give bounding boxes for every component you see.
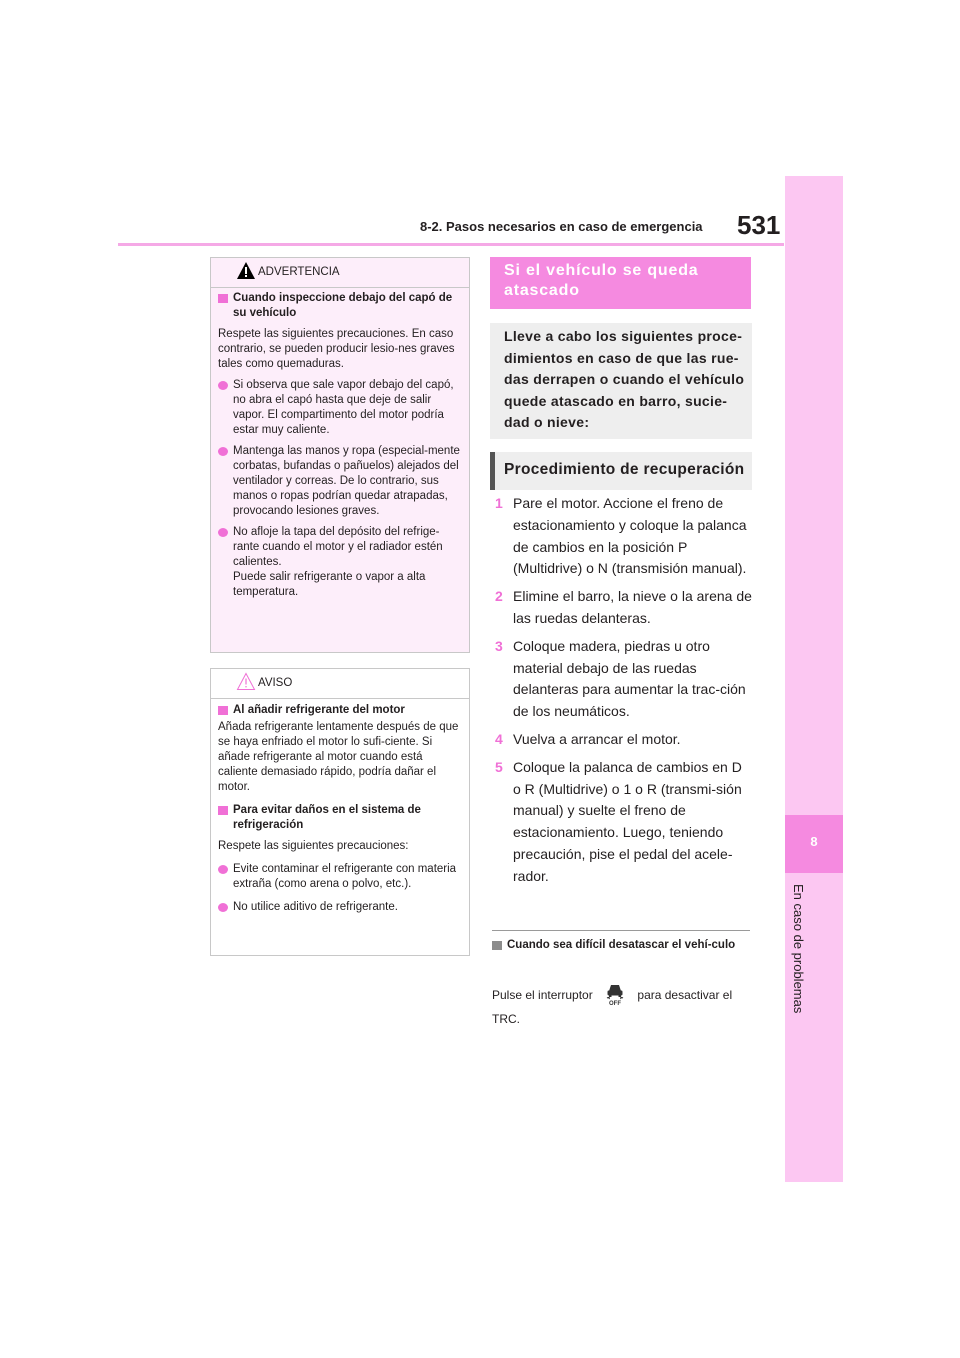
trc-off-label: OFF xyxy=(609,1001,622,1006)
round-bullet-icon xyxy=(218,447,228,456)
notice-label: AVISO xyxy=(258,677,293,689)
header-rule xyxy=(118,243,784,246)
notice-para-precautions: Respete las siguientes precauciones: xyxy=(218,840,409,852)
step-text: Pare el motor. Accione el freno de estacionamiento y coloque la palanca de cambios en la posición P (Multidrive) o N (transmisión manual). xyxy=(513,495,747,577)
warning-label: ADVERTENCIA xyxy=(258,266,340,278)
caution-triangle-icon xyxy=(236,672,256,691)
step-number: 4 xyxy=(495,730,503,747)
chapter-number: 8 xyxy=(810,834,818,849)
notice-bullet: Evite contaminar el refrigerante con materia extraña (como arena o polvo, etc.). xyxy=(218,862,463,892)
step-text: Coloque la palanca de cambios en D o R (Multidrive) o 1 o R (transmi-sión manual) y suelte el freno de estacionamiento. Luego, teniendo precaución, pise el pedal del acele-rador. xyxy=(513,758,742,884)
warning-triangle-icon xyxy=(236,261,256,280)
step-number: 1 xyxy=(495,495,503,511)
trc-off-switch-icon xyxy=(604,982,626,1006)
notice-bullet: No utilice aditivo de refrigerante. xyxy=(218,900,463,915)
note-text: Pulse el interruptor OFF para desactivar el TRC. xyxy=(492,982,750,1031)
notice-heading-coolant: Al añadir refrigerante del motor xyxy=(218,703,463,718)
warning-bullet: No afloje la tapa del depósito del refrige-rante cuando el motor y el radiador estén calientes. Puede salir refrigerante o vapor a alta temperatura. xyxy=(218,525,463,600)
warning-box xyxy=(210,257,470,653)
step-number: 3 xyxy=(495,637,503,654)
procedure-step xyxy=(494,586,752,630)
step-number: 2 xyxy=(495,588,503,605)
section-header-title: 8-2. Pasos necesarios en caso de emergencia xyxy=(420,219,703,234)
warning-heading: Cuando inspeccione debajo del capó de su vehículo xyxy=(218,291,463,321)
notice-para-coolant: Añada refrigerante lentamente después de que se haya enfriado el motor lo sufi-ciente. Si añade refrigerante al motor cuando está caliente demasiado rápido, podría dañar el motor. xyxy=(218,721,459,793)
square-bullet-icon xyxy=(218,806,228,815)
square-bullet-icon xyxy=(218,706,228,715)
subsection-heading: Procedimiento de recuperación xyxy=(490,452,752,490)
round-bullet-icon xyxy=(218,903,228,912)
procedure-step xyxy=(494,636,752,723)
warning-box-header xyxy=(211,258,469,288)
chapter-title: En caso de problemas xyxy=(791,884,806,1014)
note-divider xyxy=(492,930,750,931)
notice-box-header xyxy=(211,669,469,699)
section-title-banner: Si el vehículo se queda atascado xyxy=(490,257,751,309)
page-number: 531 xyxy=(737,210,781,240)
procedure-step xyxy=(494,729,752,751)
step-text: Vuelva a arrancar el motor. xyxy=(513,730,681,747)
procedure-step xyxy=(494,493,752,580)
round-bullet-icon xyxy=(218,528,228,537)
round-bullet-icon xyxy=(218,381,228,390)
step-text: Elimine el barro, la nieve o la arena de las ruedas delanteras. xyxy=(513,588,752,626)
note-heading: Cuando sea difícil desatascar el vehí-culo xyxy=(492,938,750,953)
procedure-steps xyxy=(494,493,752,894)
round-bullet-icon xyxy=(218,865,228,874)
section-intro: Lleve a cabo los siguientes proce-dimientos en caso de que las rue-das derrapen o cuando el vehículo quede atascado en barro, sucie-dad o nieve: xyxy=(490,323,752,439)
step-text: Coloque madera, piedras u otro material debajo de las ruedas delanteras para aumentar la trac-ción de los neumáticos. xyxy=(513,637,746,720)
notice-heading-cooling-system: Para evitar daños en el sistema de refrigeración xyxy=(218,803,463,833)
procedure-step xyxy=(494,757,752,888)
warning-bullet: Mantenga las manos y ropa (especial-mente corbatas, bufandas o pañuelos) alejados del ventilador y correas. De lo contrario, sus manos o ropas podrían quedar atrapadas, provocando lesiones graves. xyxy=(218,444,463,519)
warning-intro: Respete las siguientes precauciones. En caso contrario, se pueden producir lesio-nes graves tales como quemaduras. xyxy=(218,328,455,370)
square-bullet-icon xyxy=(492,941,502,950)
notice-box xyxy=(210,668,470,956)
warning-bullet: Si observa que sale vapor debajo del capó, no abra el capó hasta que deje de salir vapor. El compartimento del motor podría estar muy caliente. xyxy=(218,378,463,438)
step-number: 5 xyxy=(495,758,503,775)
square-bullet-icon xyxy=(218,294,228,303)
